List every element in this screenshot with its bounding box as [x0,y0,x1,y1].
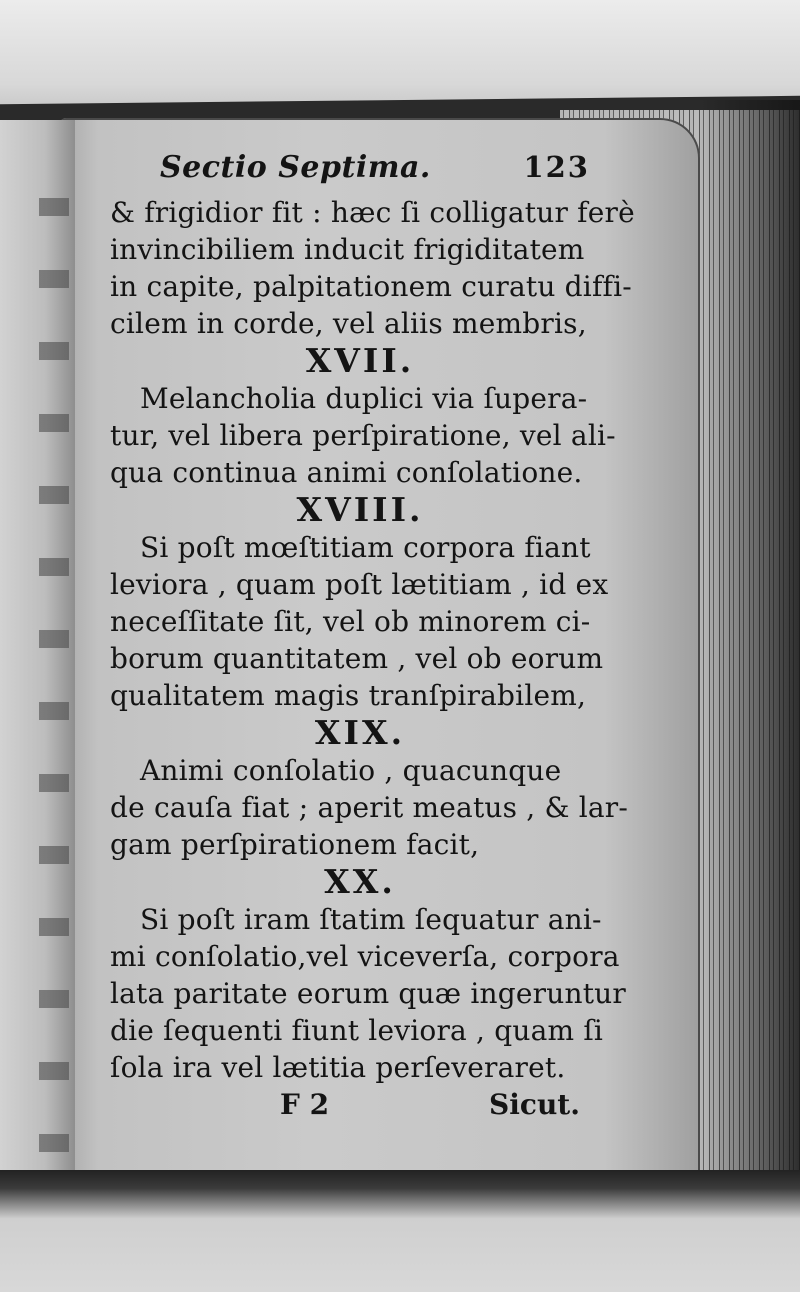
page-footer [80,1086,620,1123]
text-line: Animi conſolatio , quacunque [140,754,562,787]
background-bottom [0,1170,800,1292]
text-line: cilem in corde, vel aliis membris, [110,307,587,340]
section-heading: XIX. [314,713,406,752]
text-line: invincibiliem inducit frigiditatem [110,233,585,266]
text-line: de cauſa fiat ; aperit meatus , & lar- [110,791,629,824]
section-heading: XX. [324,862,396,901]
text-line: qualitatem magis tranſpirabilem, [110,679,587,712]
section-heading: XVII. [305,341,415,380]
text-line: Melancholia duplici via ſupera- [140,382,588,415]
running-head-title: Sectio Septima. [160,150,431,185]
section-xviii [80,491,620,714]
text-line: die ſequenti fiunt leviora , quam ſi [110,1014,604,1047]
running-head [80,150,620,194]
section-xix [80,713,629,863]
text-line: mi conſolatio,vel viceverſa, corpora [110,940,620,973]
text-line: ſola ira vel lætitia perſeveraret. [110,1051,566,1084]
text-line: & frigidior fit : hæc ſi colligatur ferè [110,196,635,229]
left-gutter [0,120,75,1180]
section-xx [80,862,626,1086]
text-line: in capite, palpitationem curatu diffi- [110,270,632,303]
section-xvii [80,342,620,491]
intro-paragraph [80,194,635,342]
text-line: lata paritate eorum quæ ingeruntur [110,977,626,1010]
page-text [80,150,635,1123]
text-line: tur, vel libera perſpiratione, vel ali- [110,419,616,452]
text-line: Si poſt iram ſtatim ſequatur ani- [140,903,602,936]
section-heading: XVIII. [296,490,424,529]
right-shadow [700,100,800,1200]
text-line: leviora , quam poſt lætitiam , id ex [110,568,609,601]
text-line: neceſſitate ſit, vel ob minorem ci- [110,605,591,638]
text-line: Si poſt mœſtitiam corpora fiant [140,531,591,564]
catchword: Sicut. [489,1088,580,1121]
text-line: qua continua animi conſolatione. [110,456,583,489]
facing-page-bleed [39,160,69,1160]
text-line: gam perſpirationem facit, [110,828,480,861]
page-number: 123 [523,150,590,184]
text-line: borum quantitatem , vel ob eorum [110,642,604,675]
signature-mark: F 2 [280,1088,330,1121]
